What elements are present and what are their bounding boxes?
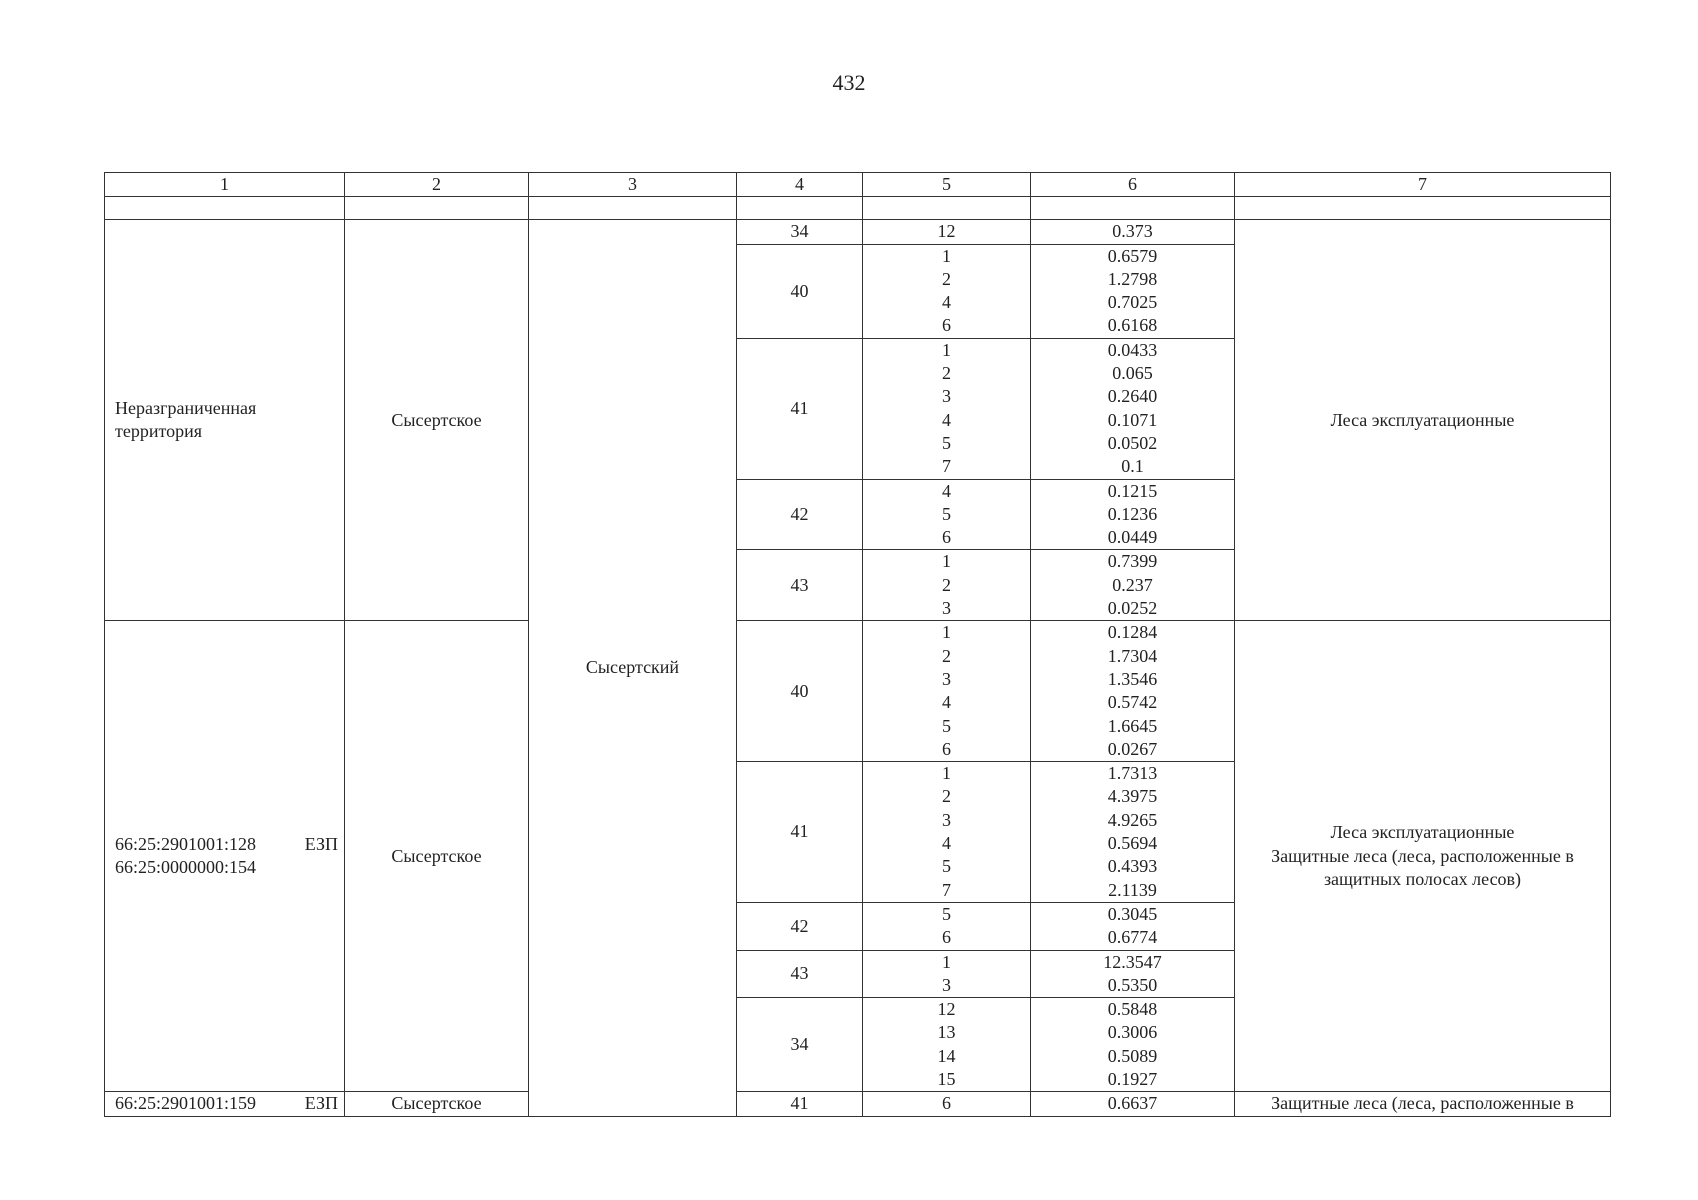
header-cell: 4 xyxy=(737,173,863,197)
plot-cell-value: 6 xyxy=(942,927,951,948)
owner-line: Неразграниченная xyxy=(115,398,257,419)
area-cell xyxy=(1031,621,1235,762)
area-cell-value: 0.2640 xyxy=(1107,386,1158,407)
quarter-cell: 40 xyxy=(737,621,863,762)
area-cell-value: 2.1139 xyxy=(1108,879,1157,900)
plot-cell xyxy=(863,902,1031,950)
plot-cell xyxy=(863,621,1031,762)
area-cell-value: 0.4393 xyxy=(1107,856,1158,877)
plot-cell-value: 1 xyxy=(942,622,951,643)
owner-line: территория xyxy=(115,421,203,442)
plot-cell-value: 3 xyxy=(942,974,951,995)
header-cell: 1 xyxy=(105,173,345,197)
plot-cell-value: 4 xyxy=(942,480,951,501)
area-cell xyxy=(1031,950,1235,998)
area-cell-value: 0.0267 xyxy=(1107,738,1158,759)
plot-cell-value: 3 xyxy=(942,809,951,830)
blank-row xyxy=(105,197,1611,220)
plot-cell-value: 6 xyxy=(942,738,951,759)
area-cell-value: 0.1236 xyxy=(1107,503,1158,524)
plot-cell xyxy=(863,950,1031,998)
area-cell-value: 4.9265 xyxy=(1107,809,1158,830)
owner-tag: ЕЗП xyxy=(304,834,338,855)
plot-cell-value: 12 xyxy=(937,999,956,1020)
plot-cell-value: 7 xyxy=(942,456,951,477)
area-cell-value: 0.3006 xyxy=(1107,1022,1158,1043)
area-cell-value: 0.065 xyxy=(1112,363,1153,384)
area-cell-value: 0.1071 xyxy=(1107,409,1158,430)
plot-cell-value: 4 xyxy=(942,833,951,854)
plot-cell-value: 15 xyxy=(937,1068,956,1089)
area-cell xyxy=(1031,479,1235,550)
area-cell xyxy=(1031,762,1235,903)
area-cell: 0.6637 xyxy=(1031,1092,1235,1116)
forestry-cell: Сысертское xyxy=(345,621,529,1092)
area-cell-value: 0.1927 xyxy=(1107,1068,1158,1089)
cadastral-number: 66:25:2901001:159 xyxy=(115,1093,257,1114)
plot-cell-value: 7 xyxy=(942,879,951,900)
quarter-cell: 43 xyxy=(737,550,863,621)
plot-cell-value: 5 xyxy=(942,856,951,877)
plot-cell-value: 2 xyxy=(942,574,951,595)
area-cell xyxy=(1031,550,1235,621)
plot-cell-value: 3 xyxy=(942,598,951,619)
area-cell-value: 1.7313 xyxy=(1107,763,1158,784)
plot-cell-value: 14 xyxy=(937,1045,956,1066)
owner-line xyxy=(115,856,338,879)
area-cell-value: 0.1284 xyxy=(1107,622,1158,643)
plot-cell xyxy=(863,220,1031,244)
area-cell-value: 12.3547 xyxy=(1103,951,1162,972)
plot-cell-value: 4 xyxy=(942,292,951,313)
header-cell: 2 xyxy=(345,173,529,197)
area-cell-value: 0.0502 xyxy=(1107,432,1158,453)
header-cell: 3 xyxy=(529,173,737,197)
quarter-cell: 34 xyxy=(737,998,863,1092)
area-cell-value: 0.6168 xyxy=(1107,315,1158,336)
area-cell-value: 1.3546 xyxy=(1107,668,1158,689)
plot-cell-value: 5 xyxy=(942,903,951,924)
plot-cell xyxy=(863,762,1031,903)
area-cell-value: 0.6579 xyxy=(1107,245,1158,266)
area-cell-value: 0.5848 xyxy=(1107,999,1158,1020)
district-cell: Сысертский xyxy=(529,220,737,1116)
cadastral-number: 66:25:0000000:154 xyxy=(115,857,257,878)
owner-line xyxy=(115,833,338,856)
plot-cell-value: 2 xyxy=(942,645,951,666)
area-cell xyxy=(1031,244,1235,338)
plot-cell-value: 2 xyxy=(942,363,951,384)
plot-cell-value: 5 xyxy=(942,432,951,453)
blank-cell xyxy=(863,197,1031,220)
blank-cell xyxy=(345,197,529,220)
blank-cell xyxy=(529,197,737,220)
area-cell-value: 0.0449 xyxy=(1107,527,1158,548)
area-cell-value: 0.237 xyxy=(1112,574,1153,595)
plot-cell-value: 6 xyxy=(942,527,951,548)
plot-cell-value: 13 xyxy=(937,1022,956,1043)
plot-cell-value: 3 xyxy=(942,386,951,407)
area-cell xyxy=(1031,902,1235,950)
category-cell xyxy=(1235,220,1611,621)
category-cell xyxy=(1235,621,1611,1092)
area-cell-value: 0.0252 xyxy=(1107,598,1158,619)
category-line: Леса эксплуатационные xyxy=(1330,822,1515,843)
header-cell: 5 xyxy=(863,173,1031,197)
quarter-cell: 34 xyxy=(737,220,863,244)
area-cell xyxy=(1031,998,1235,1092)
area-cell-value: 0.7025 xyxy=(1107,292,1158,313)
quarter-cell: 42 xyxy=(737,902,863,950)
header-row xyxy=(105,173,1611,197)
owner-cell xyxy=(105,621,345,1092)
area-cell xyxy=(1031,338,1235,479)
forestry-cell: Сысертское xyxy=(345,220,529,621)
table-row xyxy=(105,1092,1611,1116)
category-line: Леса эксплуатационные xyxy=(1330,409,1515,430)
plot-cell-value: 5 xyxy=(942,503,951,524)
plot-cell-value: 12 xyxy=(937,221,956,242)
page-number: 432 xyxy=(832,70,866,95)
area-cell-value: 0.373 xyxy=(1112,221,1153,242)
header-cell: 7 xyxy=(1235,173,1611,197)
cadastral-number: 66:25:2901001:128 xyxy=(115,834,257,855)
plot-cell xyxy=(863,244,1031,338)
plot-cell-value: 1 xyxy=(942,551,951,572)
plot-cell xyxy=(863,550,1031,621)
area-cell-value: 0.5089 xyxy=(1107,1045,1158,1066)
area-cell-value: 0.6774 xyxy=(1107,927,1158,948)
blank-cell xyxy=(105,197,345,220)
quarter-cell: 41 xyxy=(737,338,863,479)
plot-cell xyxy=(863,998,1031,1092)
forestry-cell: Сысертское xyxy=(345,1092,529,1116)
plot-cell xyxy=(863,479,1031,550)
plot-cell-value: 4 xyxy=(942,409,951,430)
owner-tag: ЕЗП xyxy=(304,1093,338,1114)
blank-cell xyxy=(737,197,863,220)
owner-cell xyxy=(105,220,345,621)
area-cell-value: 0.5350 xyxy=(1107,974,1158,995)
area-cell-value: 0.7399 xyxy=(1107,551,1158,572)
area-cell-value: 0.3045 xyxy=(1107,903,1158,924)
plot-cell-value: 2 xyxy=(942,268,951,289)
category-cell: Защитные леса (леса, расположенные в xyxy=(1235,1092,1611,1116)
area-cell-value: 0.5742 xyxy=(1107,692,1158,713)
category-line: Защитные леса (леса, расположенные в xyxy=(1271,845,1574,866)
plot-cell-value: 1 xyxy=(942,245,951,266)
owner-line xyxy=(115,1092,338,1115)
plot-cell-value: 6 xyxy=(942,315,951,336)
plot-cell-value: 1 xyxy=(942,763,951,784)
table-row xyxy=(105,621,1611,762)
quarter-cell: 41 xyxy=(737,762,863,903)
category-line: защитных полосах лесов) xyxy=(1323,868,1522,889)
forest-plots-table xyxy=(104,172,1611,1117)
plot-cell: 6 xyxy=(863,1092,1031,1116)
area-cell xyxy=(1031,220,1235,244)
plot-cell-value: 1 xyxy=(942,339,951,360)
plot-cell-value: 3 xyxy=(942,668,951,689)
blank-cell xyxy=(1031,197,1235,220)
area-cell-value: 0.1215 xyxy=(1107,480,1158,501)
plot-cell-value: 5 xyxy=(942,715,951,736)
area-cell-value: 4.3975 xyxy=(1107,786,1158,807)
quarter-cell: 40 xyxy=(737,244,863,338)
plot-cell-value: 4 xyxy=(942,692,951,713)
header-cell: 6 xyxy=(1031,173,1235,197)
plot-cell-value: 2 xyxy=(942,786,951,807)
quarter-cell: 43 xyxy=(737,950,863,998)
quarter-cell: 42 xyxy=(737,479,863,550)
area-cell-value: 1.6645 xyxy=(1107,715,1158,736)
table-row xyxy=(105,220,1611,244)
area-cell-value: 1.7304 xyxy=(1107,645,1158,666)
plot-cell xyxy=(863,338,1031,479)
area-cell-value: 1.2798 xyxy=(1107,268,1158,289)
area-cell-value: 0.1 xyxy=(1121,456,1144,477)
area-cell-value: 0.5694 xyxy=(1107,833,1158,854)
quarter-cell: 41 xyxy=(737,1092,863,1116)
owner-cell xyxy=(105,1092,345,1116)
area-cell-value: 0.0433 xyxy=(1107,339,1158,360)
plot-cell-value: 1 xyxy=(942,951,951,972)
blank-cell xyxy=(1235,197,1611,220)
